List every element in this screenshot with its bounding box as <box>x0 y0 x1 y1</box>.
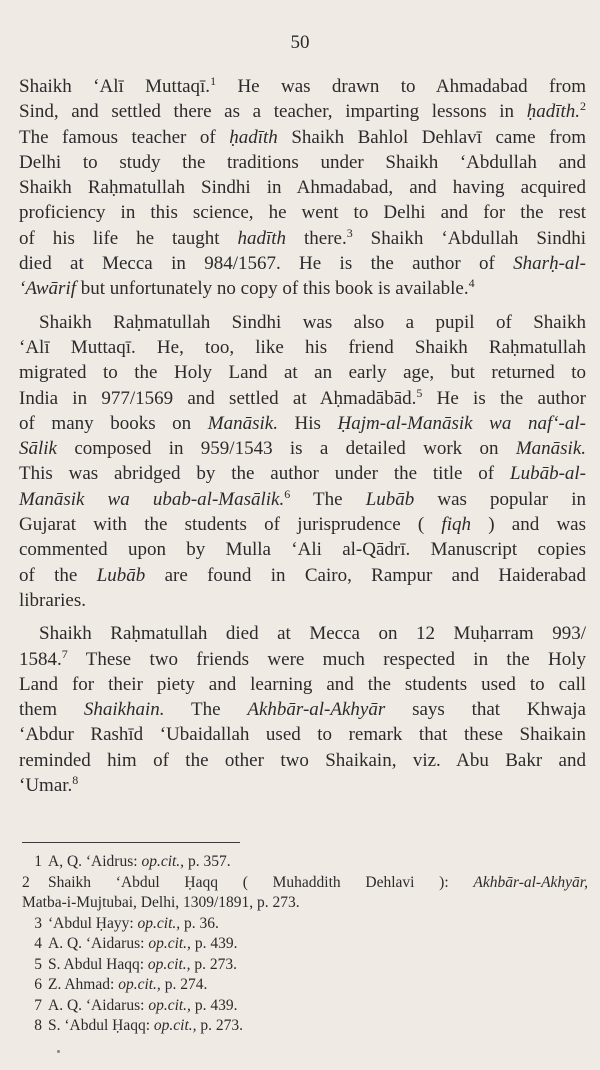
text-run: 1584. <box>19 648 62 670</box>
text-run: Matba-i-Mujtubai, Delhi, 1309/1891, p. 273. <box>22 894 300 911</box>
italic-text: Sharḥ-al- <box>513 253 586 275</box>
footnote-divider <box>22 842 240 843</box>
text-line <box>19 748 586 773</box>
footnote <box>22 1016 588 1037</box>
italic-text: Lubāb-al- <box>510 463 586 485</box>
footnote-number: 7 <box>34 996 42 1014</box>
text-run: commented upon by Mulla ‘Ali al-Qādrī. Manuscript copies <box>19 539 586 561</box>
footnote-marker: 7 <box>61 646 68 661</box>
italic-text: Akhbār-al-Akhyār <box>247 699 386 721</box>
text-run: died at Mecca in 984/1567. He is the author of <box>19 253 514 275</box>
text-run: was popular in <box>414 488 586 510</box>
italic-text: hadīth <box>237 227 287 249</box>
text-run: He is the author <box>422 387 586 409</box>
footnote-number: 4 <box>34 935 42 952</box>
text-run: of many books on <box>19 412 208 434</box>
footnote <box>22 975 588 996</box>
text-line <box>19 335 586 360</box>
text-run: of his life he taught <box>19 227 238 249</box>
text-run: are found in Cairo, Rampur and Haiderabad <box>145 564 586 586</box>
italic-text: op.cit., <box>148 996 191 1014</box>
text-line <box>19 588 586 613</box>
italic-text: Sālik <box>19 438 57 460</box>
text-run: He was drawn to Ahmadabad from <box>216 76 586 97</box>
text-run: says that Khwaja <box>385 699 586 721</box>
text-run: them <box>19 699 84 721</box>
footnote <box>22 873 588 894</box>
text-run: A, Q. ‘Aidrus: <box>48 853 142 870</box>
footnote-number: 3 <box>34 914 42 932</box>
text-run: S. Abdul Haqq: <box>48 955 148 973</box>
italic-text: Ḥajm-al-Manāsik wa naf‘-al- <box>337 412 586 434</box>
footnote-number: 5 <box>34 955 42 973</box>
text-run: ) and was <box>470 514 586 536</box>
footnote <box>22 934 588 955</box>
footnote-marker: 3 <box>346 225 353 240</box>
text-run: ‘Abdul Ḥayy: <box>48 914 138 932</box>
footnote-marker: 5 <box>416 385 423 400</box>
text-run: Z. Ahmad: <box>48 976 119 993</box>
italic-text: op.cit., <box>141 853 185 870</box>
text-run: This was abridged by the author under the title of <box>19 463 510 485</box>
footnote-number: 2 <box>22 873 30 891</box>
italic-text: ḥadīth. <box>526 101 580 123</box>
italic-text: op.cit., <box>153 1017 197 1034</box>
paragraph <box>19 74 586 302</box>
text-run: p. 36. <box>180 914 219 932</box>
text-line <box>19 621 586 646</box>
footnote-marker: 2 <box>580 99 586 114</box>
text-run: but unfortunately no copy of this book is available. <box>76 278 469 300</box>
main-text <box>19 74 586 798</box>
italic-text: Manāsik. <box>515 438 586 460</box>
italic-text: Shaikhain. <box>83 699 165 721</box>
text-line <box>19 226 586 251</box>
text-run: ‘Alī Muttaqī. He, too, like his friend Shaikh Raḥmatullah <box>19 336 586 358</box>
footnote <box>22 852 588 873</box>
text-line <box>19 175 586 200</box>
text-line <box>19 310 586 335</box>
paper-speck <box>57 1050 60 1053</box>
text-run: Shaikh Raḥmatullah Sindhi in Ahmadabad, and having acquired <box>19 177 586 199</box>
footnote-marker: 4 <box>468 276 475 291</box>
text-run: migrated to the Holy Land at an early age, but returned to <box>19 362 586 384</box>
text-run: libraries. <box>19 589 87 611</box>
footnote-marker: 8 <box>72 773 79 788</box>
footnotes <box>22 852 588 1037</box>
text-run: India in 977/1569 and settled at Aḥmadābād. <box>19 387 417 409</box>
text-line <box>19 411 586 436</box>
italic-text: fiqh <box>441 514 471 536</box>
text-run: Shaikh ‘Abdullah Sindhi <box>352 227 586 249</box>
text-line <box>19 200 586 225</box>
text-run: Shaikh ‘Abdul Ḥaqq ( Muhaddith Dehlavi ): <box>48 873 474 891</box>
text-run: A. Q. ‘Aidarus: <box>48 935 149 952</box>
text-run: there. <box>286 227 347 249</box>
text-run: p. 357. <box>184 853 231 870</box>
text-run: Shaikh Bahlol Dehlavī came from <box>277 126 586 148</box>
italic-text: ‘Awārif <box>19 278 77 300</box>
footnote <box>22 996 588 1017</box>
text-run: The <box>164 699 248 721</box>
italic-text: Lubāb <box>96 564 146 586</box>
text-run: Land for their piety and learning and the students used to call <box>19 673 586 695</box>
text-run: ‘Abdur Rashīd ‘Ubaidallah used to remark that these Shaikain <box>19 724 586 746</box>
text-line <box>19 697 586 722</box>
italic-text: op.cit., <box>148 935 191 952</box>
text-run: Shaikh Raḥmatullah died at Mecca on 12 Muḥarram 993/ <box>39 623 586 645</box>
text-run: reminded him of the other two Shaikain, viz. Abu Bakr and <box>19 749 586 771</box>
text-line <box>19 386 586 411</box>
text-run: proficiency in this science, he went to Delhi and for the rest <box>19 202 586 224</box>
text-run: Shaikh Raḥmatullah Sindhi was also a pupil of Shaikh <box>39 311 586 333</box>
text-line <box>19 461 586 486</box>
footnote <box>22 914 588 935</box>
footnote-number: 1 <box>34 853 42 870</box>
footnote-number: 8 <box>34 1017 42 1034</box>
text-line <box>19 276 586 301</box>
text-line <box>19 537 586 562</box>
paragraph <box>19 310 586 614</box>
italic-text: op.cit., <box>147 955 191 973</box>
text-run: A. Q. ‘Aidarus: <box>48 996 149 1014</box>
footnote <box>22 955 588 976</box>
text-run: of the <box>19 564 97 586</box>
italic-text: Manāsik wa ubab-al-Masālik. <box>19 488 285 510</box>
text-line <box>19 99 586 124</box>
italic-text: Manāsik. <box>207 412 278 434</box>
italic-text: op.cit., <box>118 976 161 993</box>
text-run: p. 273. <box>196 1017 244 1034</box>
footnote-marker: 6 <box>284 486 291 501</box>
text-run: Sind, and settled there as a teacher, imparting lessons in <box>19 101 527 123</box>
text-run: The famous teacher of <box>19 126 230 148</box>
text-line <box>19 512 586 537</box>
text-run: p. 273. <box>190 955 238 973</box>
text-run: p. 439. <box>190 996 238 1014</box>
text-line <box>19 672 586 697</box>
text-line <box>19 74 586 99</box>
italic-text: Akhbār-al-Akhyār, <box>473 873 588 891</box>
text-line <box>19 150 586 175</box>
footnote-marker: 1 <box>210 74 217 88</box>
text-line <box>19 487 586 512</box>
text-run: p. 274. <box>160 976 208 993</box>
text-line <box>19 436 586 461</box>
footnote-number: 6 <box>34 976 42 993</box>
italic-text: Lubāb <box>365 488 415 510</box>
paragraph-gap <box>19 302 586 310</box>
paragraph <box>19 621 586 798</box>
page-number: 50 <box>290 32 310 53</box>
footnote-continuation <box>22 893 588 914</box>
text-run: The <box>290 488 366 510</box>
text-line <box>19 773 586 798</box>
text-run: Gujarat with the students of jurisprudence ( <box>19 514 442 536</box>
text-run: p. 439. <box>190 935 238 952</box>
text-line <box>19 563 586 588</box>
text-line <box>19 647 586 672</box>
text-line <box>19 251 586 276</box>
text-run: These two friends were much respected in the Holy <box>67 648 586 670</box>
italic-text: op.cit., <box>137 914 181 932</box>
text-line <box>19 360 586 385</box>
paragraph-gap <box>19 613 586 621</box>
text-run: S. ‘Abdul Ḥaqq: <box>48 1017 154 1034</box>
text-line <box>19 125 586 150</box>
text-line <box>19 722 586 747</box>
text-run: His <box>277 412 338 434</box>
text-run: Delhi to study the traditions under Shaikh ‘Abdullah and <box>19 151 586 173</box>
text-run: ‘Umar. <box>19 775 73 797</box>
text-run: composed in 959/1543 is a detailed work on <box>57 438 516 460</box>
italic-text: ḥadīth <box>229 126 278 148</box>
text-run: Shaikh ‘Alī Muttaqī. <box>19 76 211 97</box>
